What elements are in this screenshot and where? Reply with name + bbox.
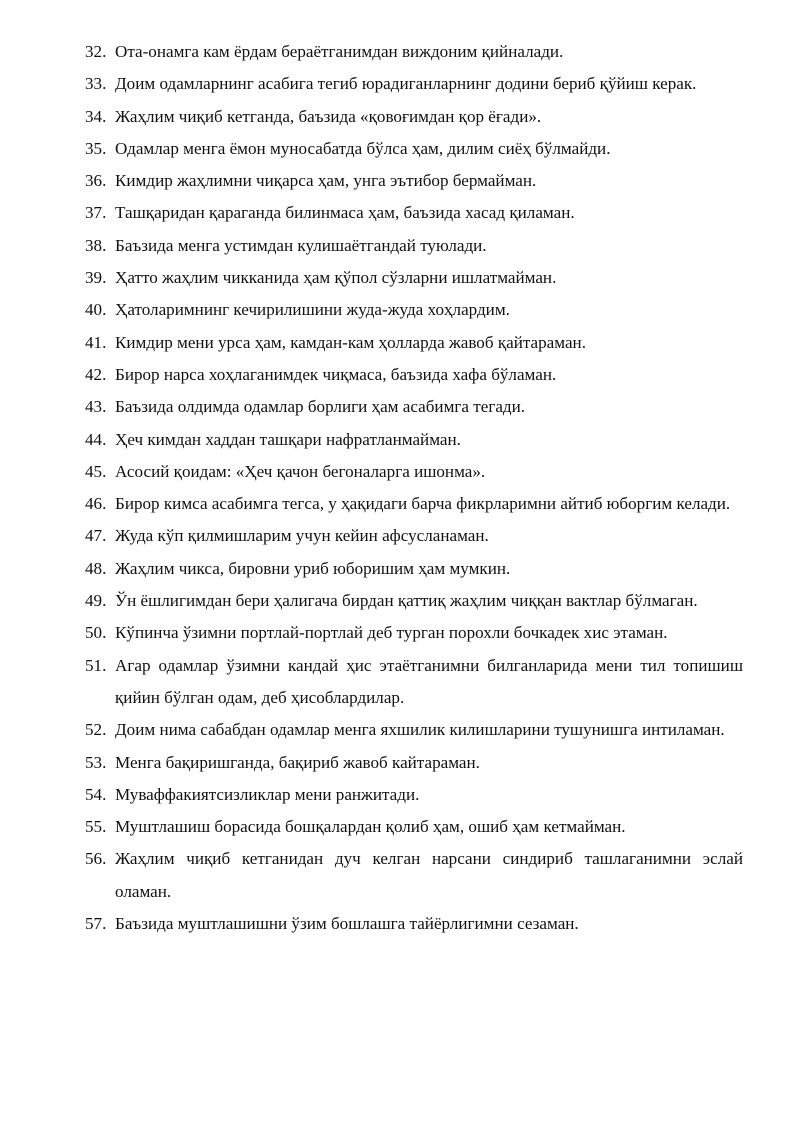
- item-number: 54.: [85, 784, 107, 804]
- item-number: 44.: [85, 429, 107, 449]
- item-text: Баъзида олдимда одамлар борлиги ҳам асабимга тегади.: [115, 397, 526, 417]
- list-item: [85, 68, 743, 100]
- list-item: [85, 262, 743, 294]
- item-text: Доим одамларнинг асабига тегиб юрадиганларнинг додини бериб қўйиш керак.: [115, 74, 697, 94]
- item-number: 34.: [85, 106, 107, 126]
- item-text: Бирор нарса хоҳлаганимдек чиқмаса, баъзида хафа бўламан.: [115, 364, 557, 384]
- list-item: [85, 230, 743, 262]
- list-item: [85, 843, 743, 908]
- item-text: Агар одамлар ўзимни кандай ҳис этаётганимни билганларида мени тил топишиш қийин бўлган одам, деб ҳисоблардилар.: [115, 655, 743, 707]
- item-number: 41.: [85, 332, 107, 352]
- list-item: [85, 327, 743, 359]
- item-number: 42.: [85, 364, 107, 384]
- item-number: 36.: [85, 171, 107, 191]
- list-item: [85, 488, 743, 520]
- item-number: 52.: [85, 720, 107, 740]
- item-number: 48.: [85, 558, 107, 578]
- list-item: [85, 714, 743, 746]
- list-item: [85, 197, 743, 229]
- list-item: [85, 133, 743, 165]
- item-text: Жаҳлим чиқиб кетганда, баъзида «қовоғимдан қор ёғади».: [115, 106, 542, 126]
- list-item: [85, 456, 743, 488]
- item-number: 39.: [85, 268, 107, 288]
- item-text: Кўпинча ўзимни портлай-портлай деб турган порохли бочкадек хис этаман.: [115, 623, 668, 643]
- list-item: [85, 359, 743, 391]
- item-number: 43.: [85, 397, 107, 417]
- item-text: Ташқаридан қараганда билинмаса ҳам, баъзида хасад қиламан.: [115, 203, 575, 223]
- list-item: [85, 553, 743, 585]
- item-number: 50.: [85, 623, 107, 643]
- list-item: [85, 908, 743, 940]
- item-number: 33.: [85, 74, 107, 94]
- item-text: Баъзида менга устимдан кулишаётгандай туюлади.: [115, 235, 487, 255]
- item-text: Муваффакиятсизликлар мени ранжитади.: [115, 784, 420, 804]
- item-number: 45.: [85, 461, 107, 481]
- item-number: 46.: [85, 494, 107, 514]
- item-text: Доим нима сабабдан одамлар менга яхшилик килишларини тушунишга интиламан.: [115, 720, 725, 740]
- item-text: Ҳеч кимдан хаддан ташқари нафратланмайман.: [115, 429, 461, 449]
- item-text: Ота-онамга кам ёрдам бераётганимдан виждоним қийналади.: [115, 42, 564, 61]
- list-item: [85, 165, 743, 197]
- item-number: 47.: [85, 526, 107, 546]
- item-text: Жаҳлим чикса, бировни уриб юборишим ҳам мумкин.: [115, 558, 511, 578]
- item-text: Ўн ёшлигимдан бери ҳалигача бирдан қаттиқ жаҳлим чиққан вактлар бўлмаган.: [115, 591, 698, 611]
- item-number: 32.: [85, 42, 107, 61]
- list-item: [85, 811, 743, 843]
- item-text: Кимдир жаҳлимни чиқарса ҳам, унга эътибор бермайман.: [115, 171, 537, 191]
- item-number: 38.: [85, 235, 107, 255]
- item-text: Менга бақиришганда, бақириб жавоб кайтараман.: [115, 752, 480, 772]
- item-number: 49.: [85, 591, 107, 611]
- questionnaire-list: [85, 36, 743, 940]
- list-item: [85, 391, 743, 423]
- list-item: [85, 617, 743, 649]
- list-item: [85, 294, 743, 326]
- item-text: Ҳатто жаҳлим чикканида ҳам қўпол сўзларни ишлатмайман.: [115, 268, 557, 288]
- item-text: Бирор кимса асабимга тегса, у ҳақидаги барча фикрларимни айтиб юборгим келади.: [115, 494, 731, 514]
- item-number: 40.: [85, 300, 107, 320]
- item-text: Муштлашиш борасида бошқалардан қолиб ҳам, ошиб ҳам кетмайман.: [115, 817, 626, 837]
- list-item: [85, 36, 743, 68]
- list-item: [85, 650, 743, 715]
- list-item: [85, 779, 743, 811]
- item-text: Асосий қоидам: «Ҳеч қачон бегоналарга ишонма».: [115, 461, 486, 481]
- item-number: 57.: [85, 914, 107, 934]
- list-item: [85, 101, 743, 133]
- list-item: [85, 520, 743, 552]
- item-text: Жуда кўп қилмишларим учун кейин афсусланаман.: [115, 526, 489, 546]
- item-number: 37.: [85, 203, 107, 223]
- list-item: [85, 585, 743, 617]
- item-text: Ҳатоларимнинг кечирилишини жуда-жуда хоҳлардим.: [115, 300, 510, 320]
- item-text: Кимдир мени урса ҳам, камдан-кам ҳолларда жавоб қайтараман.: [115, 332, 586, 352]
- item-number: 35.: [85, 138, 107, 158]
- list-item: [85, 424, 743, 456]
- item-number: 56.: [85, 849, 107, 869]
- item-text: Жаҳлим чиқиб кетганидан дуч келган нарсани синдириб ташлаганимни эслай оламан.: [115, 849, 743, 901]
- item-number: 53.: [85, 752, 107, 772]
- item-text: Баъзида муштлашишни ўзим бошлашга тайёрлигимни сезаман.: [115, 914, 579, 934]
- item-number: 55.: [85, 817, 107, 837]
- item-text: Одамлар менга ёмон муносабатда бўлса ҳам, дилим сиёҳ бўлмайди.: [115, 138, 611, 158]
- list-item: [85, 747, 743, 779]
- item-number: 51.: [85, 655, 107, 675]
